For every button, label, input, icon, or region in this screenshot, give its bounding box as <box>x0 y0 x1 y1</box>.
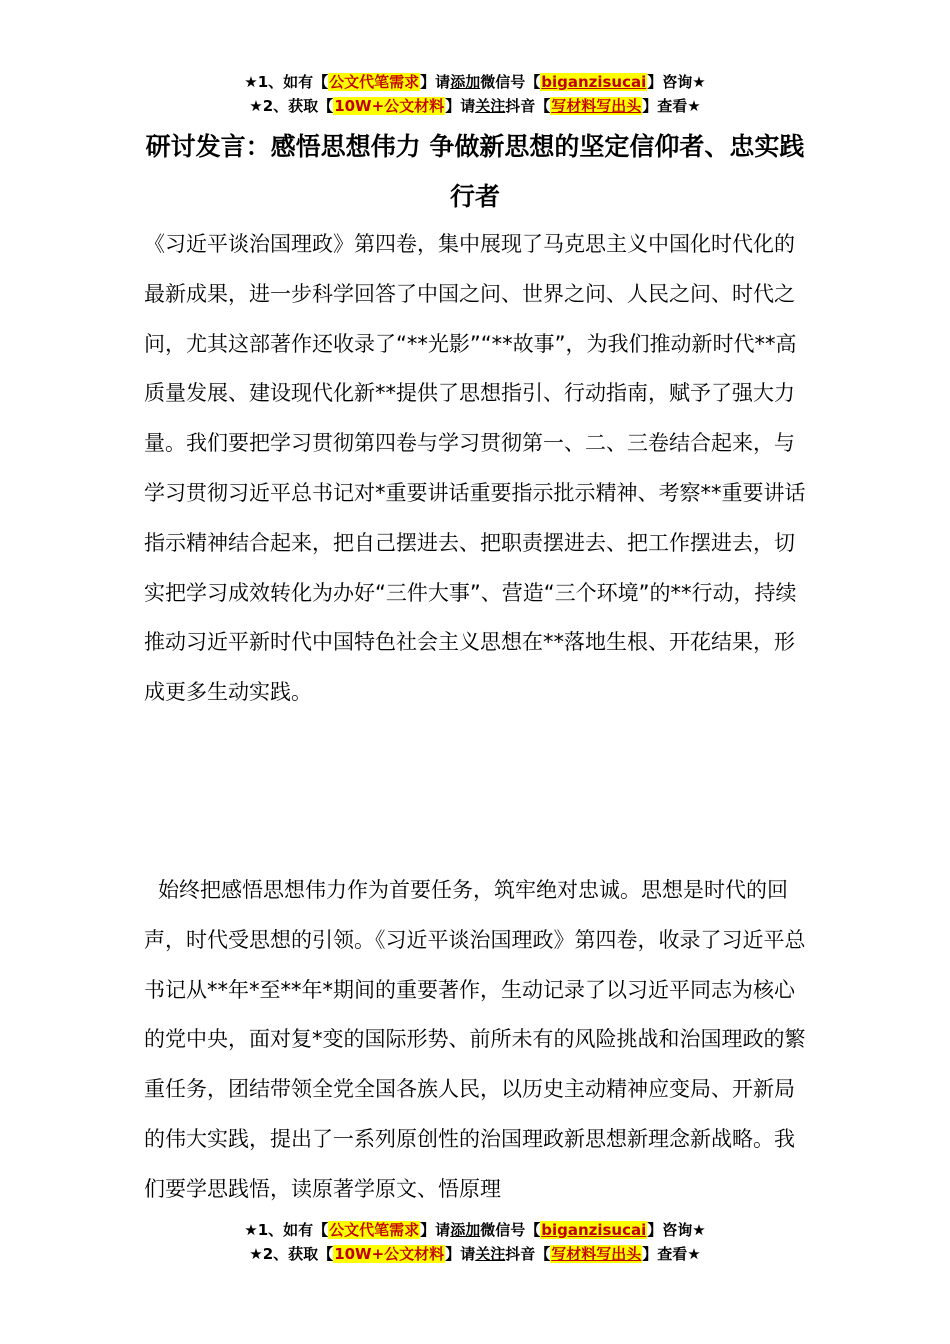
promo-footer-wechat-id: biganzisucai <box>541 1221 647 1239</box>
promo-line-1-prefix: ★1、如有【 <box>244 73 329 91</box>
promo-highlight-materials: 10W+公文材料 <box>334 97 445 115</box>
promo-footer-1-text-a: 】请 <box>420 1221 451 1239</box>
promo-line-2-underlined: 关注 <box>475 97 506 115</box>
promo-line-1-suffix: 】咨询★ <box>647 73 706 91</box>
promo-line-1-underlined: 添加 <box>450 73 481 91</box>
promo-footer-1-suffix: 】咨询★ <box>647 1221 706 1239</box>
promo-line-2-suffix: 】查看★ <box>642 97 701 115</box>
promo-line-2 <box>0 94 950 118</box>
promo-line-2-text-b: 抖音【 <box>505 97 551 115</box>
promo-footer-2-prefix: ★2、获取【 <box>249 1245 334 1263</box>
promo-line-2-footer <box>0 1242 950 1266</box>
promo-footer-2-text-a: 】请 <box>445 1245 476 1263</box>
promo-footer-highlight-service: 公文代笔需求 <box>329 1221 420 1239</box>
promo-footer-1-text-b: 微信号【 <box>480 1221 541 1239</box>
promo-line-1 <box>0 70 950 94</box>
promo-line-2-text-a: 】请 <box>445 97 476 115</box>
promo-footer-1-underlined: 添加 <box>450 1221 481 1239</box>
promo-highlight-service: 公文代笔需求 <box>329 73 420 91</box>
promo-footer-2-suffix: 】查看★ <box>642 1245 701 1263</box>
document-title: 研讨发言：感悟思想伟力 争做新思想的坚定信仰者、忠实践行者 <box>145 132 805 211</box>
promo-douyin-id: 写材料写出头 <box>551 97 642 115</box>
promo-line-1-footer <box>0 1218 950 1242</box>
promo-line-2-prefix: ★2、获取【 <box>249 97 334 115</box>
promo-line-1-text-b: 微信号【 <box>480 73 541 91</box>
promo-footer-2-text-b: 抖音【 <box>505 1245 551 1263</box>
promo-footer-highlight-materials: 10W+公文材料 <box>334 1245 445 1263</box>
promo-footer-2-underlined: 关注 <box>475 1245 506 1263</box>
body-paragraph-1: 《习近平谈治国理政》第四卷，集中展现了马克思主义中国化时代化的最新成果，进一步科学回答了中国之问、世界之问、人民之问、时代之问，尤其这部著作还收录了“**光影”“**故事”，为我们推动新时代**高质量发展、建设现代化新**提供了思想指引、行动指南，赋予了强大力量。我们要把学习贯彻第四卷与学习贯彻第一、二、三卷结合起来，与学习贯彻习近平总书记对*重要讲话重要指示批示精神、考察**重要讲话指示精神结合起来，把自己摆进去、把职责摆进去、把工作摆进去，切实把学习成效转化为办好“三件大事”、营造“三个环境”的**行动，持续推动习近平新时代中国特色社会主义思想在**落地生根、开花结果，形成更多生动实践。 <box>144 232 806 705</box>
promo-wechat-id: biganzisucai <box>541 73 647 91</box>
body-paragraph-2: 始终把感悟思想伟力作为首要任务，筑牢绝对忠诚。思想是时代的回声，时代受思想的引领。《习近平谈治国理政》第四卷，收录了习近平总书记从**年*至**年*期间的重要著作，生动记录了以习近平同志为核心的党中央，面对复*变的国际形势、前所未有的风险挑战和治国理政的繁重任务，团结带领全党全国各族人民，以历史主动精神应变局、开新局的伟大实践，提出了一系列原创性的治国理政新思想新理念新战略。我们要学思践悟，读原著学原文、悟原理 <box>144 878 806 1201</box>
promo-footer-1-prefix: ★1、如有【 <box>244 1221 329 1239</box>
promo-line-1-text-a: 】请 <box>420 73 451 91</box>
promo-footer-douyin-id: 写材料写出头 <box>551 1245 642 1263</box>
